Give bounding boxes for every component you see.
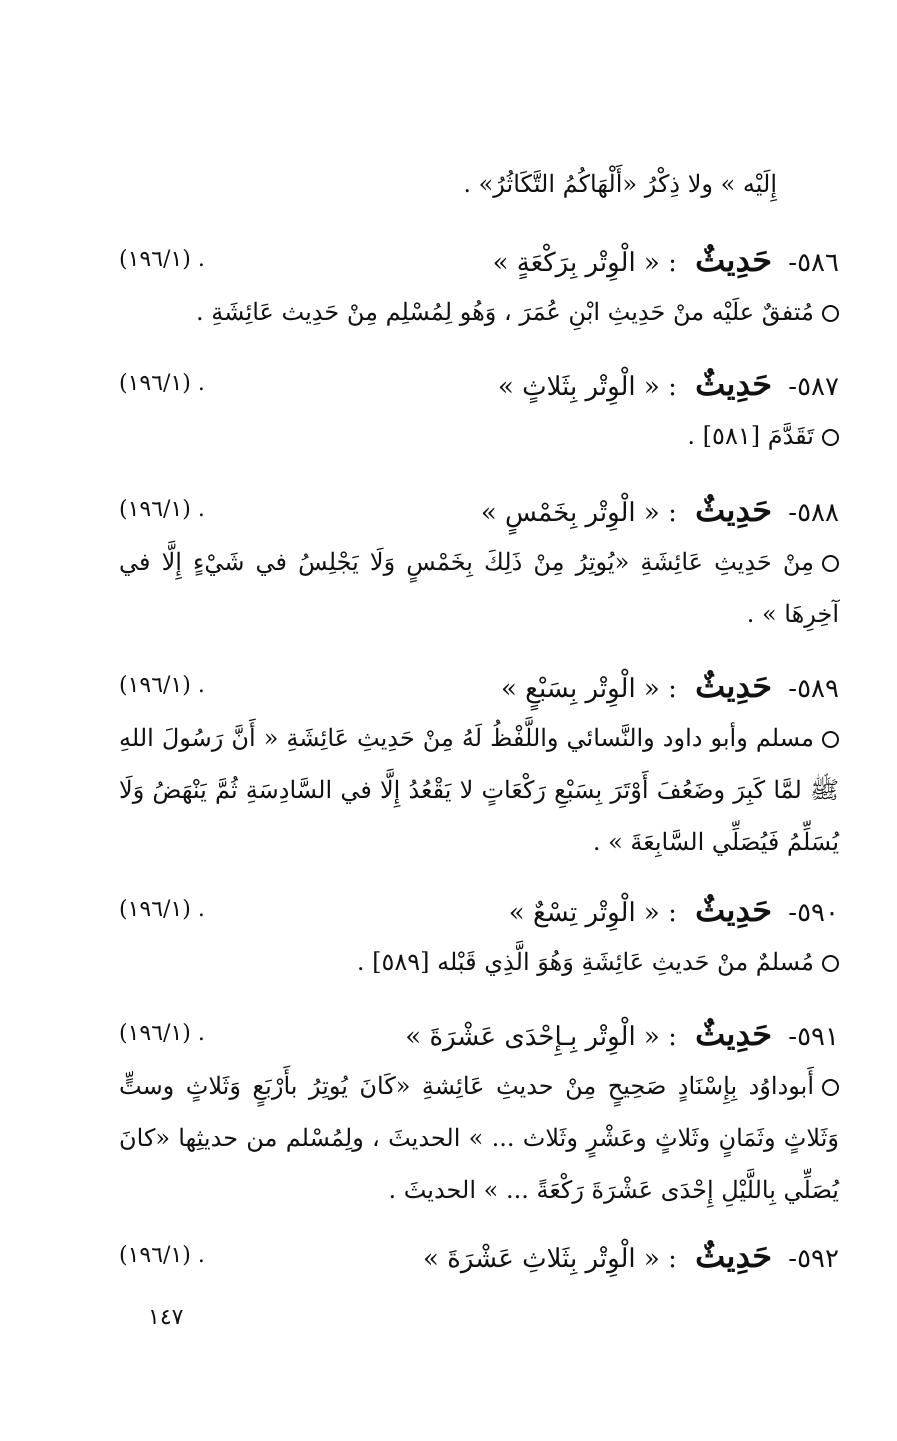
hadith-title: : « الْوِتْر بِثَلاثِ عَشْرَةَ » bbox=[423, 1244, 677, 1274]
volume-page-ref: . (١٩٦/١) bbox=[119, 1021, 205, 1046]
hadith-header-587 bbox=[119, 364, 839, 404]
hadith-number: ٥٩٢- bbox=[788, 1244, 839, 1274]
hadith-title: : « الْوِتْر تِسْعٌ » bbox=[508, 898, 677, 928]
volume-page-ref: . (١٩٦/١) bbox=[119, 371, 205, 396]
hadith-number: ٥٨٦- bbox=[788, 248, 839, 278]
hadith-title: : « الْوِتْر بِثَلاثٍ » bbox=[497, 372, 677, 402]
hadith-body-588 bbox=[119, 536, 839, 640]
hadith-header-590 bbox=[119, 890, 839, 930]
hadith-header-588 bbox=[119, 490, 839, 530]
hadith-title: : « الْوِتْر بِرَكْعَةٍ » bbox=[492, 248, 677, 278]
hadith-word: حَدِيثٌ bbox=[695, 365, 773, 403]
hadith-body-text: مُتفقٌ علَيْه منْ حَدِيثِ ابْنِ عُمَرَ ، وَهُو لِمُسْلِم مِنْ حَدِيث عَائِشَةِ . bbox=[196, 298, 814, 326]
hadith-header-586 bbox=[119, 240, 839, 280]
volume-page-ref: . (١٩٦/١) bbox=[119, 897, 205, 922]
hadith-header-591 bbox=[119, 1014, 839, 1054]
hadith-word: حَدِيثٌ bbox=[695, 667, 773, 705]
hadith-body-586 bbox=[119, 286, 839, 338]
continuation-text: إِلَيْه » ولا ذِكْرُ «أَلْهَاكُمُ التَّكَاثُرُ» . bbox=[463, 170, 777, 198]
circle-bullet-icon bbox=[822, 429, 839, 446]
circle-bullet-icon bbox=[822, 731, 839, 748]
hadith-body-text: مِنْ حَدِيثِ عَائِشَةِ «يُوتِرُ مِنْ ذَلِكَ بِخَمْسٍ وَلَا يَجْلِسُ في شَيْءٍ إِلَّا في آخِرِهَا » . bbox=[119, 548, 839, 628]
hadith-body-text: أَبوداوُد بِإِسْنَادٍ صَحِيحٍ مِنْ حديثِ عَائِشةِ «كَانَ يُوتِرُ بأَرْبَعٍ وَثَلاثٍ وستٍّ وَثَلاثٍ وثَمَانٍ وثَلاثٍ وعَشْرٍ وثَلاث ... » الحديثَ ، ولِمُسْلم من حديثِها «كانَ يُصَلِّي بِاللَّيْلِ إِحْدَى عَشْرَةَ رَكْعَةً ... » الحديثَ . bbox=[119, 1072, 839, 1204]
volume-page-ref: . (١٩٦/١) bbox=[119, 497, 205, 522]
hadith-title: : « الْوِتْر بِسَبْعٍ » bbox=[500, 674, 677, 704]
hadith-number: ٥٩١- bbox=[788, 1022, 839, 1052]
circle-bullet-icon bbox=[822, 955, 839, 972]
hadith-word: حَدِيثٌ bbox=[695, 1237, 773, 1275]
hadith-body-text: مُسلمٌ منْ حَديثِ عَائِشَةِ وَهُوَ الَّذِي قَبْله [٥٨٩] . bbox=[356, 948, 814, 976]
hadith-title: : « الْوِتْر بِخَمْسٍ » bbox=[480, 498, 677, 528]
circle-bullet-icon bbox=[822, 1079, 839, 1096]
hadith-body-591 bbox=[119, 1060, 839, 1216]
hadith-header-589 bbox=[119, 666, 839, 706]
page-number: ١٤٧ bbox=[148, 1305, 184, 1330]
volume-page-ref: . (١٩٦/١) bbox=[119, 1243, 205, 1268]
hadith-word: حَدِيثٌ bbox=[695, 491, 773, 529]
hadith-title: : « الْوِتْر بِـإِحْدَى عَشْرَةَ » bbox=[405, 1022, 677, 1052]
hadith-word: حَدِيثٌ bbox=[695, 1015, 773, 1053]
volume-page-ref: . (١٩٦/١) bbox=[119, 247, 205, 272]
hadith-number: ٥٨٧- bbox=[788, 372, 839, 402]
volume-page-ref: . (١٩٦/١) bbox=[119, 673, 205, 698]
circle-bullet-icon bbox=[822, 555, 839, 572]
hadith-body-text: مسلم وأبو داود والنَّسائي واللَّفْظُ لَهُ مِنْ حَدِيثِ عَائِشَةِ « أَنَّ رَسُولَ اللهِ ﷺ لمَّا كَبِرَ وضَعُفَ أَوْتَرَ بِسَبْعِ رَكْعَاتٍ لا يَقْعُدُ إِلَّا في السَّادِسَةِ ثُمَّ يَنْهَضُ وَلَا يُسَلِّمُ فَيُصَلِّي السَّابِعَةَ » . bbox=[119, 724, 839, 856]
circle-bullet-icon bbox=[822, 305, 839, 322]
hadith-number: ٥٩٠- bbox=[788, 898, 839, 928]
hadith-body-text: تَقَدَّمَ [٥٨١] . bbox=[687, 422, 814, 450]
hadith-header-592 bbox=[119, 1236, 839, 1276]
hadith-word: حَدِيثٌ bbox=[695, 241, 773, 279]
hadith-number: ٥٨٨- bbox=[788, 498, 839, 528]
hadith-body-589 bbox=[119, 712, 839, 868]
hadith-word: حَدِيثٌ bbox=[695, 891, 773, 929]
hadith-number: ٥٨٩- bbox=[788, 674, 839, 704]
hadith-body-590 bbox=[119, 936, 839, 988]
hadith-body-587 bbox=[119, 410, 839, 462]
